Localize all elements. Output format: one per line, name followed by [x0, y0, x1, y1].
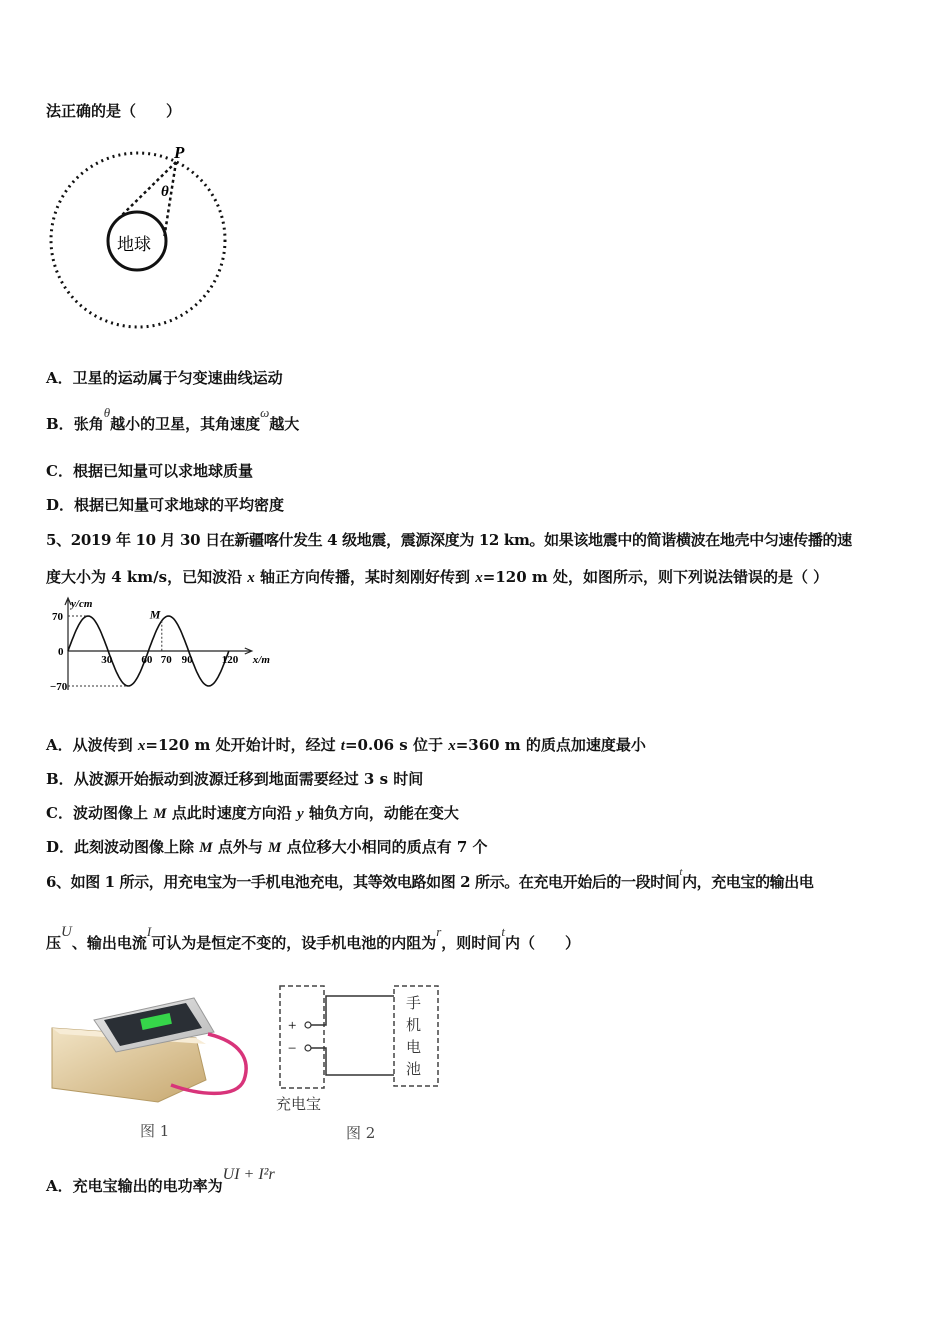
q6-option-a: A．充电宝输出的电功率为UI + I²r [46, 1166, 275, 1195]
battery-char-3: 电 [406, 1038, 422, 1056]
q5-option-d: D．此刻波动图像上除 M 点外与 M 点位移大小相同的质点有 7 个 [46, 838, 488, 856]
plus-terminal-label: + [288, 1018, 297, 1034]
q5-option-a: A．从波传到 x=120 m 处开始计时，经过 t=0.06 s 位于 x=360 m 的质点加速度最小 [46, 736, 646, 754]
m-point-label: M [149, 607, 161, 622]
minus-terminal [305, 1045, 311, 1051]
theta-symbol: θ [103, 405, 111, 420]
y-tick-label: 0 [58, 646, 64, 658]
q4-option-c: C．根据已知量可以求地球质量 [46, 462, 253, 480]
q6-stem-line1: 6、如图 1 所示，用充电宝为一手机电池充电，其等效电路如图 2 所示。在充电开始后的一段时间$^t$内，充电宝的输出电 [46, 866, 814, 891]
theta-label: θ [161, 184, 169, 200]
minus-terminal-label: − [288, 1041, 297, 1057]
point-p-label: P [174, 143, 185, 162]
q4-stem-tail: 法正确的是（ ） [46, 102, 182, 120]
q4-option-d: D．根据已知量可求地球的平均密度 [46, 496, 285, 514]
source-label: 充电宝 [276, 1095, 322, 1113]
q5-stem-line2: 度大小为 4 km/s，已知波沿 x 轴正方向传播，某时刻刚好传到 x=120 m 处，如图所示，则下列说法错误的是（ ） [46, 568, 829, 586]
battery-char-2: 机 [406, 1016, 422, 1034]
powerbank-box [280, 986, 324, 1088]
fig2-label: 图 2 [346, 1124, 376, 1142]
q5-option-c: C．波动图像上 M 点此时速度方向沿 y 轴负方向，动能在变大 [46, 804, 459, 822]
q4-option-a: A．卫星的运动属于匀变速曲线运动 [46, 369, 283, 387]
y-tick-label: 70 [52, 611, 63, 623]
x-tick-label: 120 [221, 654, 239, 666]
fig1-label: 图 1 [140, 1122, 170, 1140]
x-tick-label: 90 [181, 654, 193, 666]
tangent-line-right [164, 162, 176, 239]
q6-stem-line2: 压U、输出电流I可认为是恒定不变的，设手机电池的内阻为r，则时间t内（ ） [46, 924, 580, 952]
wave-chart [40, 596, 270, 701]
q4-orbit-figure [40, 138, 240, 338]
omega-symbol: ω [260, 405, 270, 420]
earth-label: 地球 [117, 235, 151, 255]
y-axis-label: y/cm [71, 598, 93, 610]
plus-terminal [305, 1022, 311, 1028]
x-tick-label: 60 [141, 654, 153, 666]
q5-option-b: B．从波源开始振动到波源迁移到地面需要经过 3 s 时间 [46, 770, 424, 788]
fig2-circuit [270, 978, 450, 1148]
q5-stem-line1: 5、2019 年 10 月 30 日在新疆喀什发生 4 级地震，震源深度为 12 km。如果该地震中的简谐横波在地壳中匀速传播的速 [46, 531, 852, 549]
x-tick-label: 30 [101, 654, 113, 666]
fig1-powerbank-phone [46, 990, 261, 1140]
x-axis-label: x/m [252, 654, 270, 666]
x-tick-label: 70 [160, 654, 172, 666]
y-tick-label: −70 [50, 681, 68, 693]
battery-char-1: 手 [406, 994, 422, 1012]
battery-char-4: 池 [406, 1060, 422, 1078]
power-formula: UI + I²r [222, 1166, 275, 1183]
q4-option-b: B．张角θ越小的卫星，其角速度ω越大 [46, 405, 300, 433]
